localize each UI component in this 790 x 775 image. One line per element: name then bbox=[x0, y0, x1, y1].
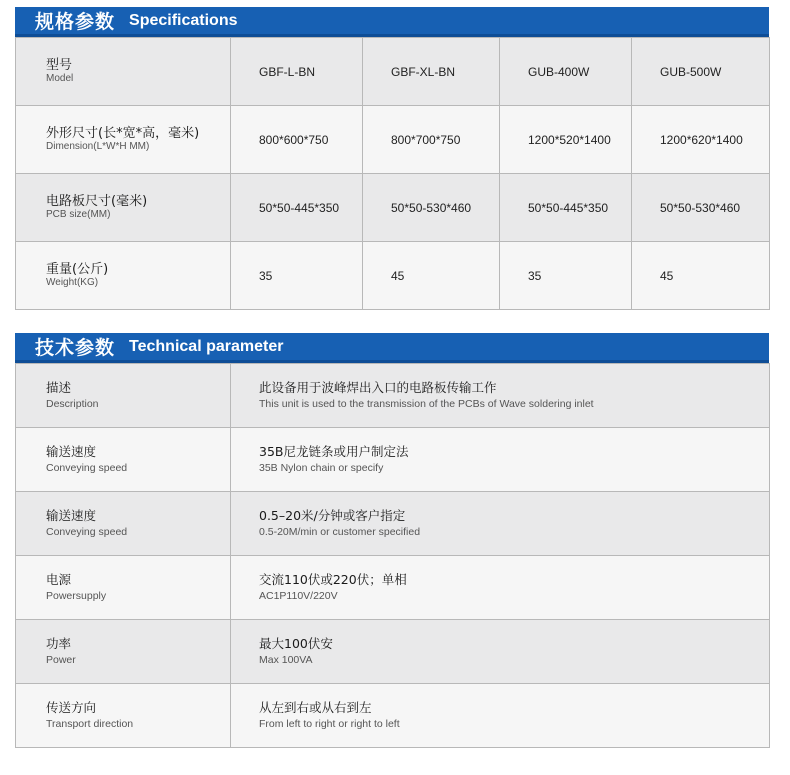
spec-label-en: PCB size(MM) bbox=[46, 209, 111, 220]
tech-row-conveying-speed bbox=[16, 492, 770, 556]
spec-label bbox=[16, 242, 231, 310]
tech-row-power bbox=[16, 620, 770, 684]
specifications-title-cn: 规格参数 bbox=[35, 11, 116, 33]
tech-label-cn: 功率 bbox=[46, 636, 72, 651]
spec-cell: 45 bbox=[363, 242, 500, 310]
spec-cell: 35 bbox=[500, 242, 632, 310]
tech-value bbox=[231, 492, 770, 556]
spec-label-cn: 外形尺寸(长*宽*高，毫米) bbox=[46, 126, 200, 141]
tech-value-cn: 最大100伏安 bbox=[259, 636, 333, 651]
spec-cell: 50*50-530*460 bbox=[632, 174, 770, 242]
specifications-section bbox=[15, 7, 769, 310]
technical-title-en: Technical parameter bbox=[129, 337, 284, 355]
technical-title-cn: 技术参数 bbox=[35, 337, 116, 359]
spec-cell: GUB-500W bbox=[632, 38, 770, 106]
tech-value-cn: 交流110伏或220伏；单相 bbox=[259, 572, 407, 587]
tech-row-transport-direction bbox=[16, 684, 770, 748]
tech-label-cn: 电源 bbox=[46, 572, 72, 587]
spec-cell: GBF-XL-BN bbox=[363, 38, 500, 106]
tech-label bbox=[16, 364, 231, 428]
tech-value bbox=[231, 364, 770, 428]
technical-banner bbox=[15, 333, 769, 363]
spec-cell: GUB-400W bbox=[500, 38, 632, 106]
technical-table bbox=[15, 363, 770, 748]
tech-value bbox=[231, 428, 770, 492]
tech-value-en: 0.5-20M/min or customer specified bbox=[259, 526, 421, 538]
tech-value-cn: 此设备用于波峰焊出入口的电路板传输工作 bbox=[259, 380, 497, 395]
tech-label-en: Powersupply bbox=[46, 590, 107, 602]
tech-label-en: Conveying speed bbox=[46, 462, 128, 474]
tech-label-en: Power bbox=[46, 654, 76, 666]
tech-value-en: 35B Nylon chain or specify bbox=[259, 462, 384, 474]
technical-section bbox=[15, 333, 769, 748]
tech-label bbox=[16, 684, 231, 748]
spec-cell: 1200*620*1400 bbox=[632, 106, 770, 174]
tech-value-cn: 35B尼龙链条或用户制定法 bbox=[259, 444, 409, 459]
spec-row-weight bbox=[16, 242, 770, 310]
tech-value bbox=[231, 620, 770, 684]
spec-label-cn: 电路板尺寸(毫米) bbox=[46, 194, 148, 209]
spec-cell: 800*700*750 bbox=[363, 106, 500, 174]
spec-label-en: Weight(KG) bbox=[46, 277, 99, 288]
spec-label bbox=[16, 38, 231, 106]
tech-value-en: This unit is used to the transmission of the PCBs of Wave soldering inlet bbox=[259, 398, 594, 410]
tech-label bbox=[16, 428, 231, 492]
tech-label-en: Transport direction bbox=[46, 718, 134, 730]
spec-label-cn: 重量(公斤) bbox=[46, 262, 109, 277]
spec-cell: 50*50-445*350 bbox=[231, 174, 363, 242]
tech-label bbox=[16, 620, 231, 684]
tech-value-cn: 0.5–20米/分钟或客户指定 bbox=[259, 508, 406, 523]
spec-label-en: Dimension(L*W*H MM) bbox=[46, 141, 150, 152]
tech-label bbox=[16, 556, 231, 620]
tech-label bbox=[16, 492, 231, 556]
tech-row-conveying-speed bbox=[16, 428, 770, 492]
tech-label-cn: 输送速度 bbox=[46, 444, 97, 459]
spec-row-pcb-size bbox=[16, 174, 770, 242]
tech-row-power-supply bbox=[16, 556, 770, 620]
spec-label bbox=[16, 106, 231, 174]
spec-label-cn: 型号 bbox=[46, 58, 73, 73]
tech-value bbox=[231, 684, 770, 748]
tech-label-en: Conveying speed bbox=[46, 526, 128, 538]
specifications-table bbox=[15, 37, 770, 310]
spec-cell: GBF-L-BN bbox=[231, 38, 363, 106]
spec-cell: 800*600*750 bbox=[231, 106, 363, 174]
specifications-title-en: Specifications bbox=[129, 11, 238, 29]
tech-value-en: From left to right or right to left bbox=[259, 718, 400, 730]
spec-cell: 50*50-445*350 bbox=[500, 174, 632, 242]
spec-row-dimension bbox=[16, 106, 770, 174]
tech-label-cn: 描述 bbox=[46, 380, 72, 395]
spec-cell: 1200*520*1400 bbox=[500, 106, 632, 174]
tech-label-en: Description bbox=[46, 398, 99, 410]
specifications-banner bbox=[15, 7, 769, 37]
tech-row-description bbox=[16, 364, 770, 428]
spec-cell: 35 bbox=[231, 242, 363, 310]
spec-cell: 50*50-530*460 bbox=[363, 174, 500, 242]
spec-label-en: Model bbox=[46, 73, 74, 84]
tech-value-en: AC1P110V/220V bbox=[259, 590, 338, 602]
tech-value bbox=[231, 556, 770, 620]
spec-row-model bbox=[16, 38, 770, 106]
spec-label bbox=[16, 174, 231, 242]
tech-value-en: Max 100VA bbox=[259, 654, 313, 666]
tech-label-cn: 传送方向 bbox=[46, 700, 97, 715]
tech-value-cn: 从左到右或从右到左 bbox=[259, 700, 372, 715]
spec-cell: 45 bbox=[632, 242, 770, 310]
tech-label-cn: 输送速度 bbox=[46, 508, 97, 523]
